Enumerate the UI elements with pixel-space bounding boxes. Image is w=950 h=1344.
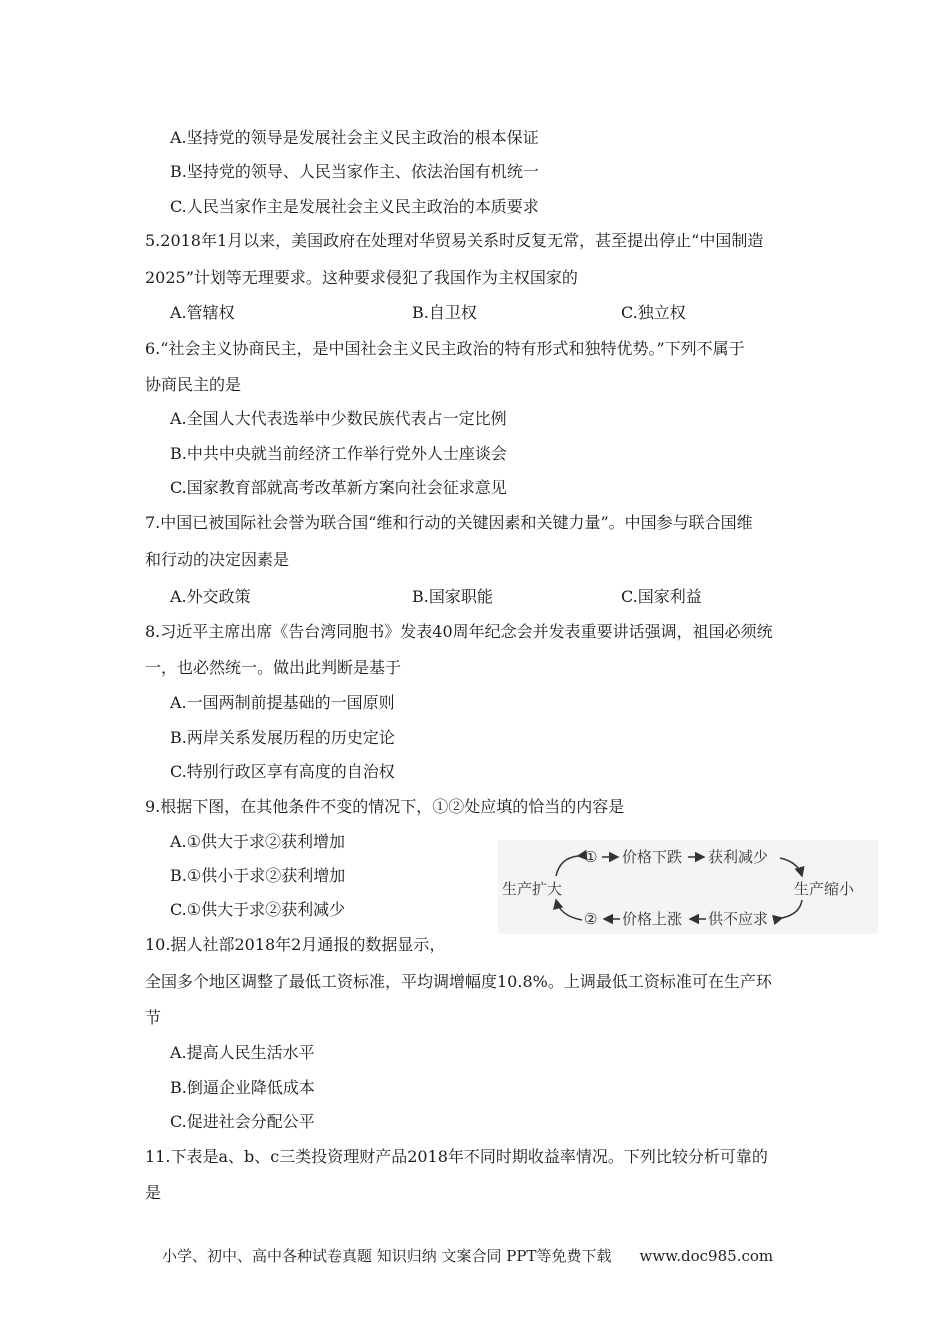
q5-option-a: A.管辖权 <box>170 303 235 322</box>
diagram-blank-2: ② <box>584 910 598 928</box>
q10-stem-line-3: 节 <box>145 1008 162 1027</box>
q10-option-b: B.倒逼企业降低成本 <box>170 1078 315 1097</box>
q4-option-a: A.坚持党的领导是发展社会主义民主政治的根本保证 <box>170 128 539 147</box>
diagram-short-supply: 供不应求 <box>708 910 769 928</box>
q6-option-a: A.全国人大代表选举中少数民族代表占一定比例 <box>170 409 507 428</box>
q10-option-a: A.提高人民生活水平 <box>170 1043 315 1062</box>
page-footer <box>162 1246 773 1266</box>
q9-option-a: A.①供大于求②获利增加 <box>170 832 345 851</box>
q10-stem-line-1: 10.据人社部2018年2月通报的数据显示， <box>145 935 446 954</box>
q7-option-c: C.国家利益 <box>621 587 702 606</box>
q4-option-c: C.人民当家作主是发展社会主义民主政治的本质要求 <box>170 197 539 216</box>
q9-option-b: B.①供小于求②获利增加 <box>170 866 346 885</box>
q6-stem-line-2: 协商民主的是 <box>145 375 242 394</box>
q5-option-c: C.独立权 <box>621 303 686 322</box>
q6-option-c: C.国家教育部就高考改革新方案向社会征求意见 <box>170 478 507 497</box>
q8-stem-line-1: 8.习近平主席出席《告台湾同胞书》发表40周年纪念会并发表重要讲话强调，祖国必须统 <box>145 622 773 641</box>
q8-option-b: B.两岸关系发展历程的历史定论 <box>170 728 395 747</box>
q11-stem-line-2: 是 <box>145 1183 162 1202</box>
diagram-blank-1: ① <box>584 848 598 866</box>
q5-stem-line-2: 2025”计划等无理要求。这种要求侵犯了我国作为主权国家的 <box>145 268 578 287</box>
q10-stem-line-2: 全国多个地区调整了最低工资标准，平均调增幅度10.8%。上调最低工资标准可在生产环 <box>145 972 772 991</box>
diagram-left-node: 生产扩大 <box>502 880 563 898</box>
q6-stem-line-1: 6.“社会主义协商民主，是中国社会主义民主政治的特有形式和独特优势。”下列不属于 <box>145 339 745 358</box>
q7-stem-line-1: 7.中国已被国际社会誉为联合国“维和行动的关键因素和关键力量”。中国参与联合国维 <box>145 513 753 532</box>
supply-price-cycle-diagram <box>498 840 878 934</box>
q4-option-b: B.坚持党的领导、人民当家作主、依法治国有机统一 <box>170 162 539 181</box>
q5-stem-line-1: 5.2018年1月以来，美国政府在处理对华贸易关系时反复无常，甚至提出停止“中国制造 <box>145 231 764 250</box>
footer-text: 小学、初中、高中各种试卷真题 知识归纳 文案合同 PPT等免费下载 <box>162 1247 612 1265</box>
diagram-price-rise: 价格上涨 <box>622 910 683 928</box>
diagram-right-node: 生产缩小 <box>794 880 855 898</box>
diagram-profit-down: 获利减少 <box>708 848 769 866</box>
diagram-price-fall: 价格下跌 <box>622 848 683 866</box>
footer-url[interactable]: www.doc985.com <box>639 1247 774 1265</box>
q7-option-a: A.外交政策 <box>170 587 251 606</box>
q6-option-b: B.中共中央就当前经济工作举行党外人士座谈会 <box>170 444 507 463</box>
q8-stem-line-2: 一，也必然统一。做出此判断是基于 <box>145 658 402 677</box>
q8-option-a: A.一国两制前提基础的一国原则 <box>170 693 395 712</box>
q9-stem: 9.根据下图，在其他条件不变的情况下，①②处应填的恰当的内容是 <box>145 797 625 816</box>
q7-stem-line-2: 和行动的决定因素是 <box>145 550 290 569</box>
q8-option-c: C.特别行政区享有高度的自治权 <box>170 762 395 781</box>
q10-option-c: C.促进社会分配公平 <box>170 1112 315 1131</box>
q9-option-c: C.①供大于求②获利减少 <box>170 900 346 919</box>
q7-option-b: B.国家职能 <box>412 587 493 606</box>
q5-option-b: B.自卫权 <box>412 303 477 322</box>
q11-stem-line-1: 11.下表是a、b、c三类投资理财产品2018年不同时期收益率情况。下列比较分析可靠的 <box>145 1147 768 1166</box>
